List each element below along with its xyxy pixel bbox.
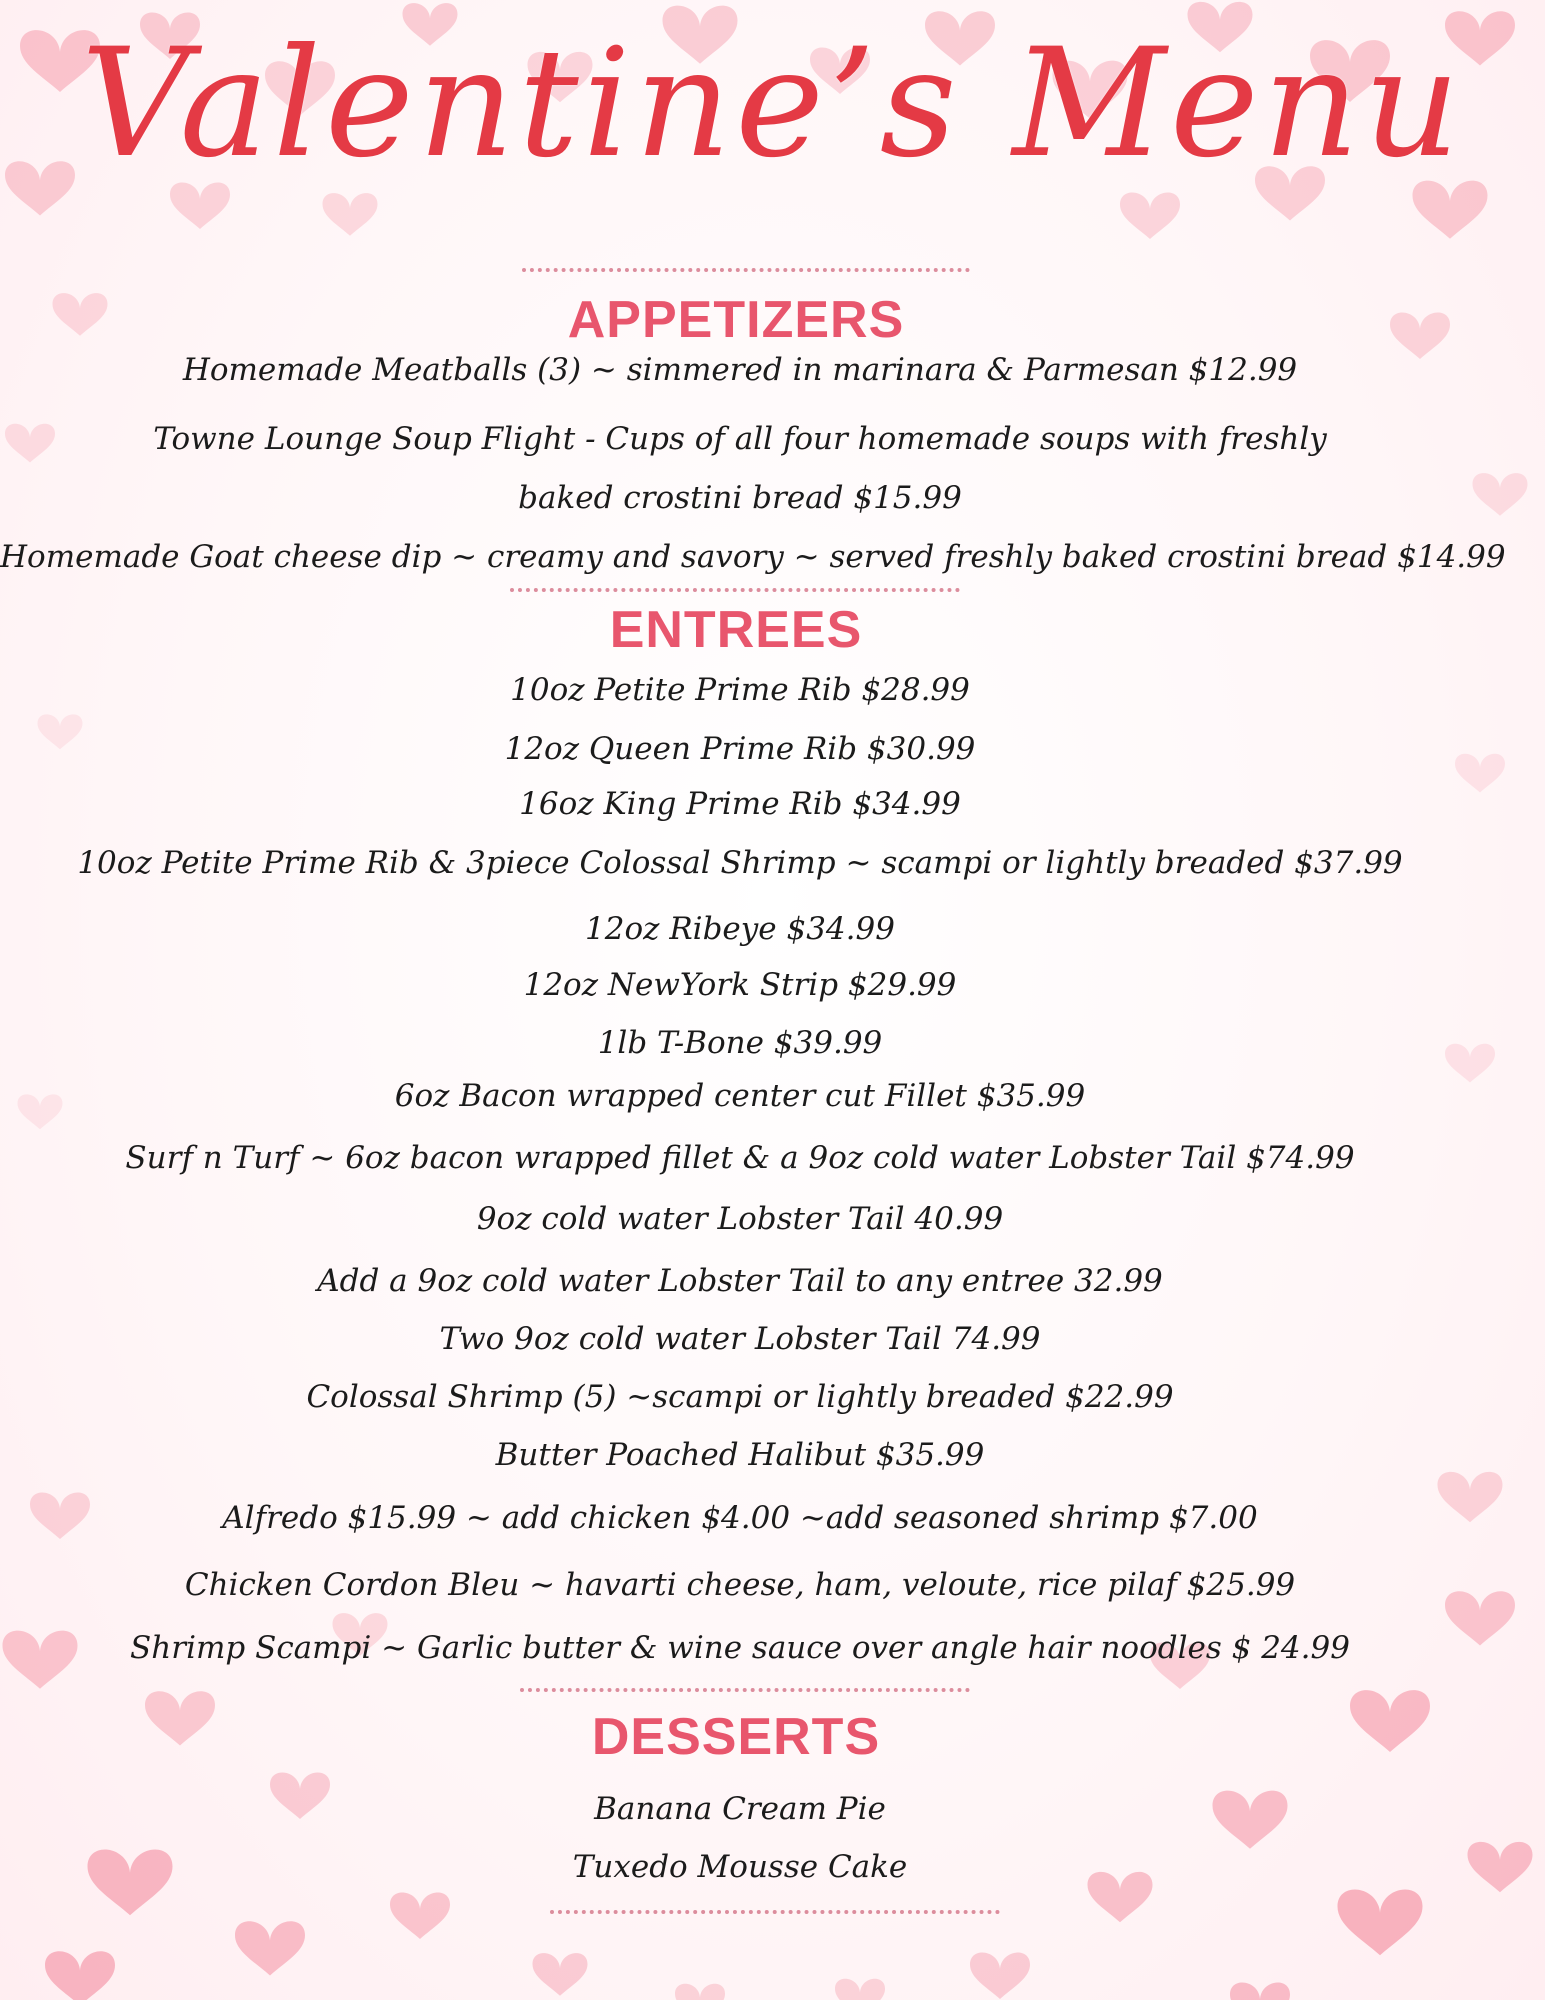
entree-item: Chicken Cordon Bleu ~ havarti cheese, ham, veloute, rice pilaf $25.99 <box>184 1567 1296 1603</box>
divider-bottom <box>550 1910 1000 1914</box>
entree-item: 12oz NewYork Strip $29.99 <box>523 967 957 1003</box>
entree-item: 10oz Petite Prime Rib & 3piece Colossal Shrimp ~ scampi or lightly breaded $37.99 <box>77 845 1403 881</box>
desserts-heading: DESSERTS <box>591 1708 881 1766</box>
entree-item: Alfredo $15.99 ~ add chicken $4.00 ~add seasoned shrimp $7.00 <box>222 1500 1258 1536</box>
entree-item: Colossal Shrimp (5) ~scampi or lightly breaded $22.99 <box>306 1379 1174 1415</box>
appetizer-item: Homemade Goat cheese dip ~ creamy and savory ~ served freshly baked crostini bread $14.99 <box>0 539 1506 575</box>
dessert-item: Banana Cream Pie <box>594 1791 886 1827</box>
entree-item: 12oz Ribeye $34.99 <box>585 911 895 947</box>
divider-entrees-desserts <box>520 1688 970 1692</box>
entree-item: 6oz Bacon wrapped center cut Fillet $35.99 <box>394 1078 1086 1114</box>
appetizer-item: Homemade Meatballs (3) ~ simmered in marinara & Parmesan $12.99 <box>182 352 1298 388</box>
entree-item: Butter Poached Halibut $35.99 <box>495 1437 985 1473</box>
entree-item: 10oz Petite Prime Rib $28.99 <box>510 672 970 708</box>
entree-item: Shrimp Scampi ~ Garlic butter & wine sauce over angle hair noodles $ 24.99 <box>130 1630 1350 1666</box>
appetizers-heading: APPETIZERS <box>567 291 905 349</box>
entree-item: Surf n Turf ~ 6oz bacon wrapped fillet & a 9oz cold water Lobster Tail $74.99 <box>125 1140 1355 1176</box>
appetizer-item: Towne Lounge Soup Flight - Cups of all four homemade soups with freshly <box>153 421 1327 457</box>
entree-item: 9oz cold water Lobster Tail 40.99 <box>476 1201 1004 1237</box>
appetizer-item: baked crostini bread $15.99 <box>518 480 962 516</box>
menu-title: Valentine’s Menu <box>81 17 1464 191</box>
entree-item: Two 9oz cold water Lobster Tail 74.99 <box>439 1321 1041 1357</box>
divider-top <box>522 268 970 272</box>
entree-item: 12oz Queen Prime Rib $30.99 <box>504 731 976 767</box>
dessert-item: Tuxedo Mousse Cake <box>572 1849 908 1885</box>
entree-item: 16oz King Prime Rib $34.99 <box>519 786 961 822</box>
entree-item: Add a 9oz cold water Lobster Tail to any entree 32.99 <box>317 1263 1163 1299</box>
entrees-heading: ENTREES <box>609 601 863 659</box>
entree-item: 1lb T-Bone $39.99 <box>597 1025 883 1061</box>
divider-appetizers-entrees <box>510 588 960 592</box>
